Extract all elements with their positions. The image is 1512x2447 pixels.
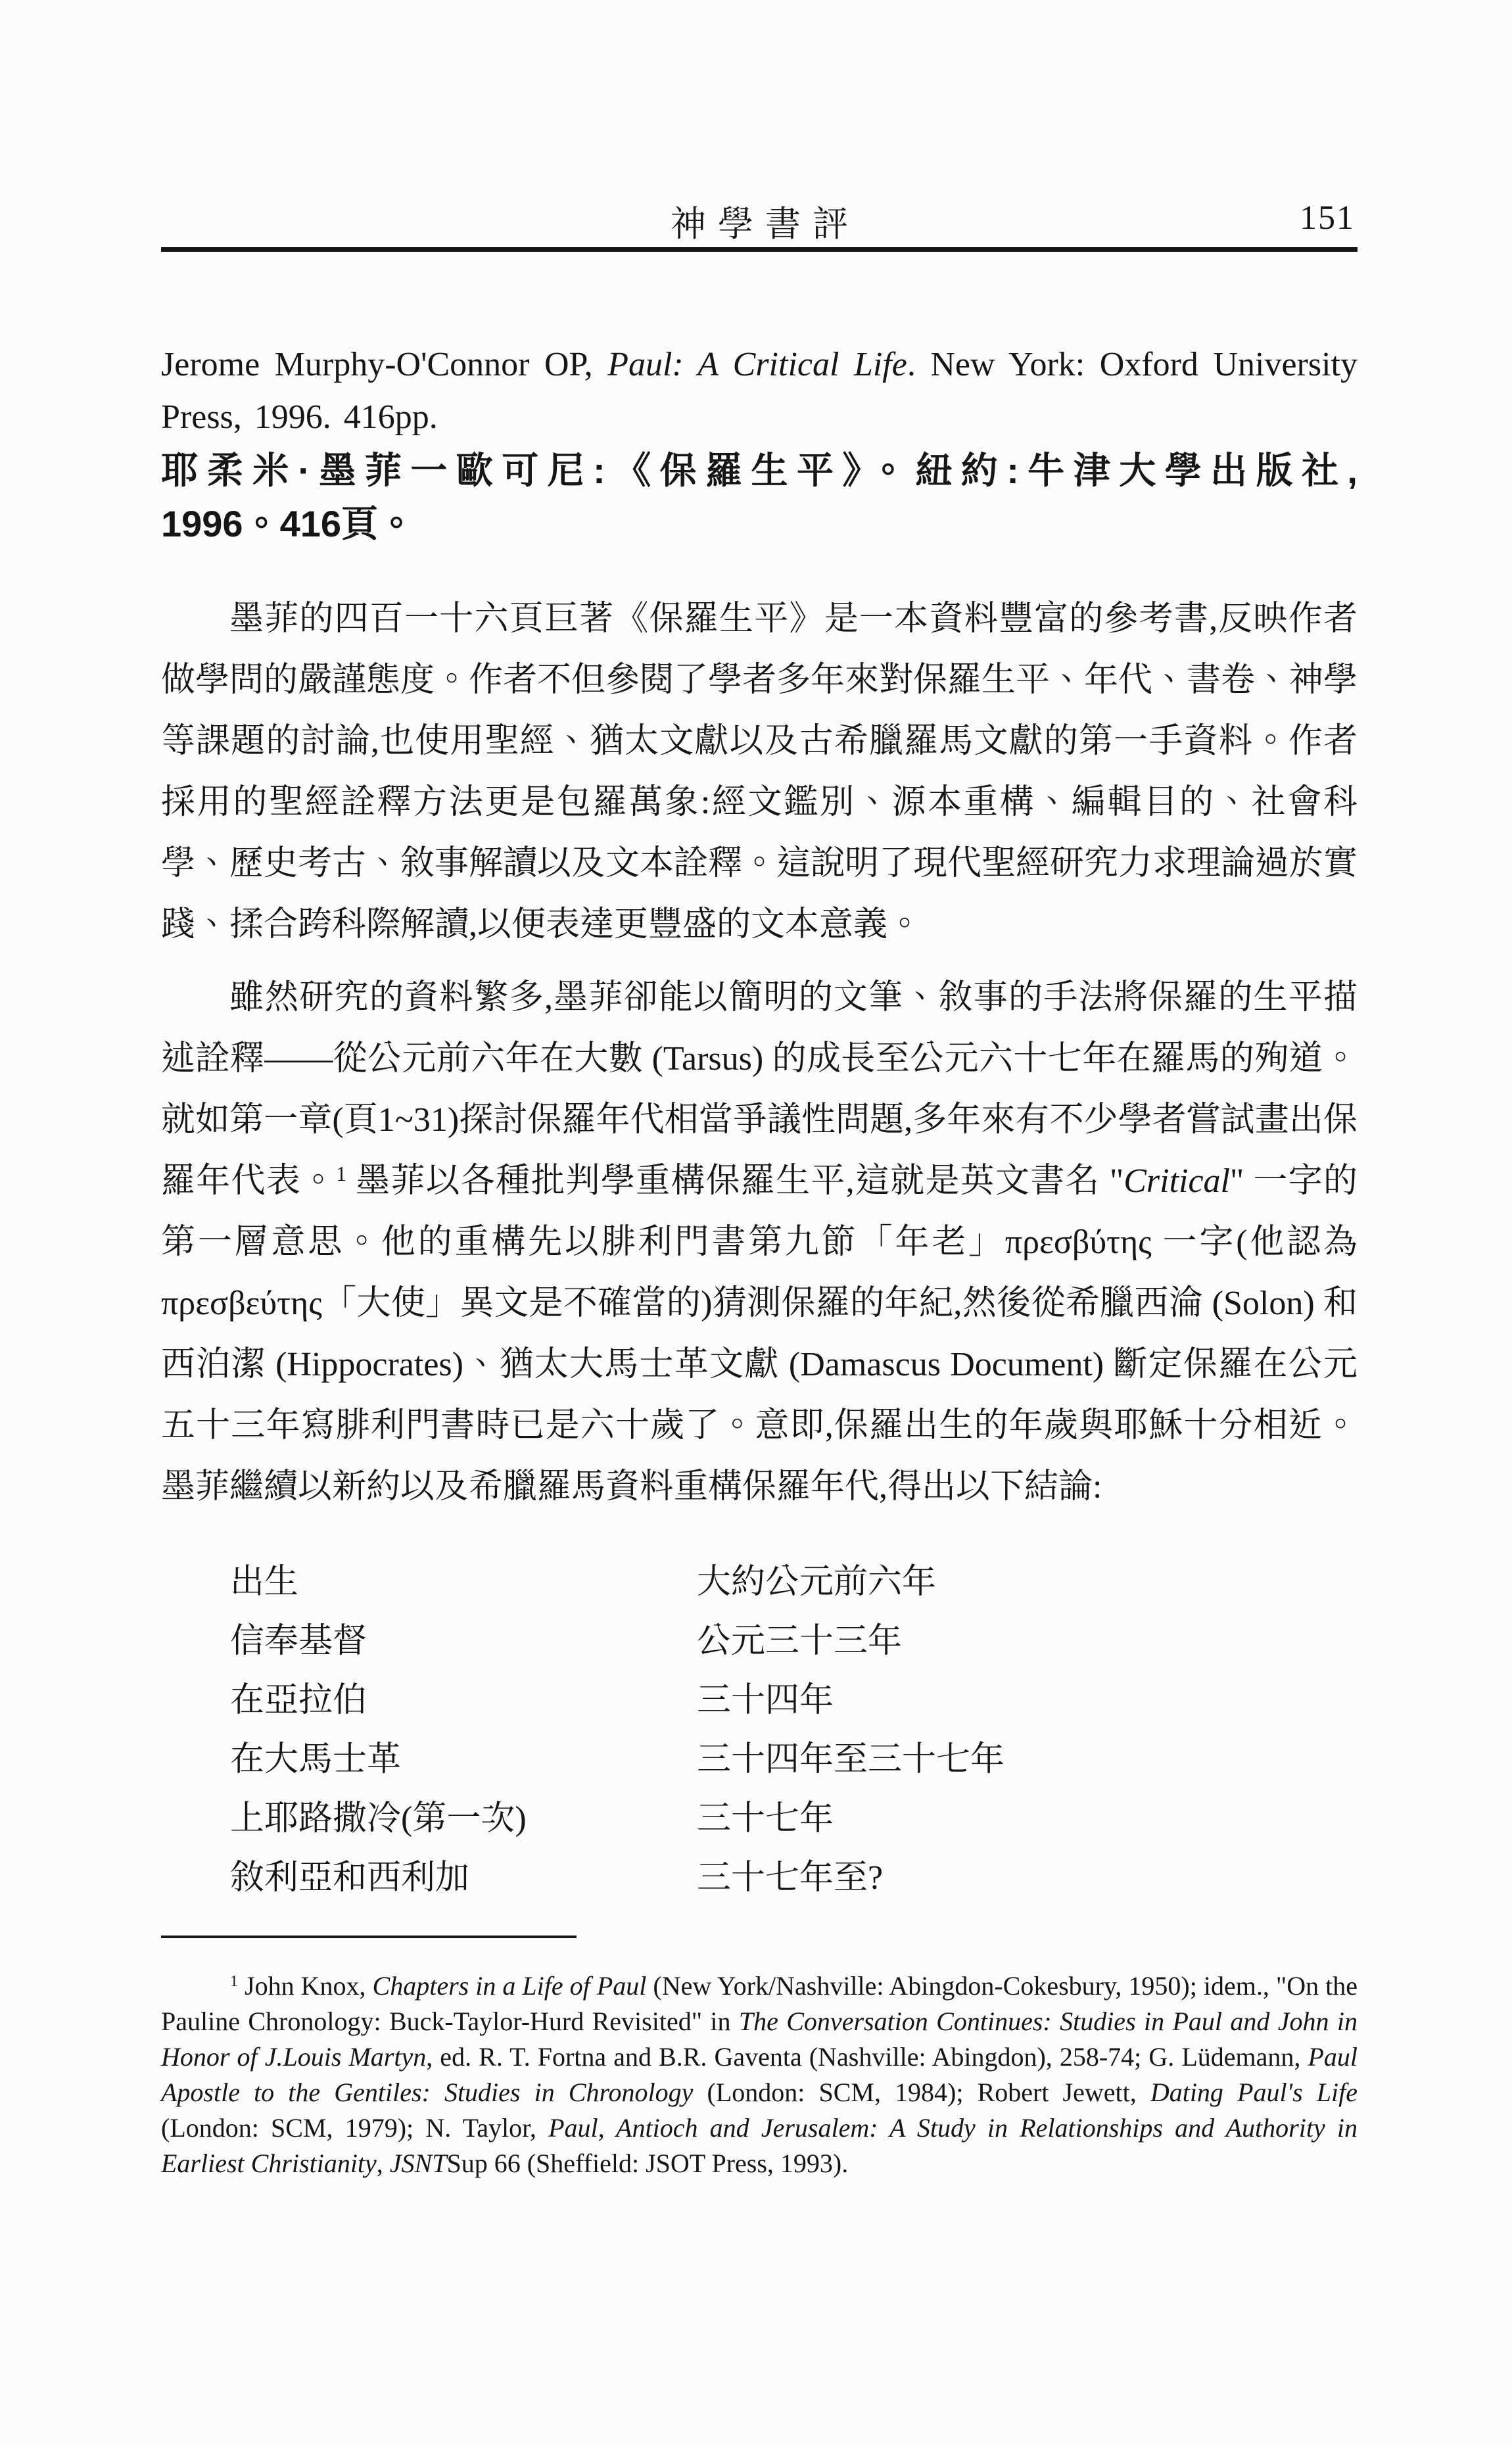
chronology-event: 出生 [230, 1563, 299, 1601]
text-run: (London: SCM, 1979); N. Taylor, [161, 2113, 549, 2143]
text-run: . New York: Oxford University Press, 1996. 416pp. [161, 346, 1358, 436]
chronology-event: 在亞拉伯 [230, 1682, 367, 1719]
header-rule [161, 247, 1358, 252]
chronology-row [161, 1671, 1358, 1730]
text-run: , ed. R. T. Fortna and B.R. Gaventa (Nashville: Abingdon), 258-74; G. Lüdemann, [426, 2042, 1308, 2072]
text-run: Sup 66 (Sheffield: JSOT Press, 1993). [446, 2149, 849, 2178]
chronology-date: 三十四年 [697, 1682, 834, 1719]
footnote-section [161, 1968, 1358, 2181]
citation-chinese-line2: 1996。416頁。 [161, 503, 415, 544]
book-citation [161, 339, 1358, 550]
footnote-text [161, 1968, 1358, 2181]
chronology-date: 大約公元前六年 [697, 1563, 937, 1601]
chronology-date: 公元三十三年 [697, 1623, 903, 1660]
running-head-title: 神學書評 [671, 204, 860, 244]
italic-text: The Conversation Continues: Studies in Paul and John in Honor of J.Louis Martyn [161, 2007, 1358, 2072]
page-number: 151 [1300, 199, 1355, 237]
italic-text: Paul Apostle to the Gentiles: Studies in Chronology [161, 2042, 1358, 2107]
paragraph-1 [161, 588, 1358, 955]
text-run: (New York/Nashville: Abingdon-Cokesbury, 1950); idem., "On the Pauline Chronology: Buck-Taylor-Hurd Revisited" in [161, 1971, 1358, 2036]
italic-text: JSNT [389, 2149, 447, 2178]
chronology-event: 在大馬士革 [230, 1741, 402, 1778]
footnote-number: 1 [230, 1972, 238, 1990]
text-run: , [376, 2149, 390, 2178]
text-run: 雖然研究的資料繁多,墨菲卻能以簡明的文筆、敘事的手法將保羅的生平描述詮釋——從公元前六年在大數 (Tarsus) 的成長至公元六十七年在羅馬的殉道。就如第一章(頁1~31)探討保羅年代相當爭議性問題,多年來有不少學者嘗試畫出保羅年代表。 [161, 979, 1358, 1200]
paragraph-2 [161, 967, 1358, 1517]
chronology-table [161, 1553, 1358, 1908]
italic-text: Paul, Antioch and Jerusalem: A Study in Relationships and Authority in Earliest Christianity [161, 2113, 1358, 2178]
citation-english [161, 339, 1358, 444]
text-run: " 一字的第一層意思。他的重構先以腓利門書第九節「年老」πρεσβύτης 一字(他認為 πρεσβεύτης「大使」異文是不確當的)猜測保羅的年紀,然後從希臘西淪 (Solon) 和西泊潔 (Hippocrates)、猶太大馬士革文獻 (Damascus Document) 斷定保羅在公元五十三年寫腓利門書時已是六十歲了。意即,保羅出生的年歲與耶穌十分相近。墨菲繼續以新約以及希臘羅馬資料重構保羅年代,得出以下結論: [161, 1162, 1358, 1506]
chronology-row [161, 1790, 1358, 1849]
text-run: Jerome Murphy-O'Connor OP, [161, 346, 608, 383]
chronology-row [161, 1612, 1358, 1671]
chronology-row [161, 1849, 1358, 1908]
chronology-date: 三十七年至? [697, 1859, 884, 1897]
chronology-event: 敘利亞和西利加 [230, 1859, 470, 1897]
text-run: John Knox, [238, 1971, 373, 2001]
page-header [161, 196, 1358, 244]
text-run: 墨菲以各種批判學重構保羅生平,這就是英文書名 " [346, 1162, 1124, 1200]
review-body [161, 588, 1358, 1517]
citation-chinese-line1: 耶柔米·墨菲一歐可尼:《保羅生平》。紐約:牛津大學出版社, [161, 450, 1358, 491]
chronology-date: 三十七年 [697, 1800, 834, 1838]
text-run: (London: SCM, 1984); Robert Jewett, [693, 2078, 1150, 2107]
italic-text: Critical [1123, 1162, 1230, 1200]
italic-text: Paul: A Critical Life [607, 346, 907, 383]
chronology-date: 三十四年至三十七年 [697, 1741, 1005, 1778]
chronology-event: 信奉基督 [230, 1623, 367, 1660]
chronology-row [161, 1730, 1358, 1790]
chronology-row [161, 1553, 1358, 1612]
footnote-rule [161, 1936, 577, 1938]
text-run: 墨菲的四百一十六頁巨著《保羅生平》是一本資料豐富的參考書,反映作者做學問的嚴謹態度。作者不但參閱了學者多年來對保羅生平、年代、書卷、神學等課題的討論,也使用聖經、猶太文獻以及古希臘羅馬文獻的第一手資料。作者採用的聖經詮釋方法更是包羅萬象:經文鑑別、源本重構、編輯目的、社會科學、歷史考古、敘事解讀以及文本詮釋。這說明了現代聖經研究力求理論過於實踐、揉合跨科際解讀,以便表達更豐盛的文本意義。 [161, 600, 1358, 943]
italic-text: Dating Paul's Life [1150, 2078, 1358, 2107]
chronology-event: 上耶路撒冷(第一次) [230, 1800, 527, 1838]
superscript-ref: 1 [336, 1162, 346, 1185]
italic-text: Chapters in a Life of Paul [372, 1971, 647, 2001]
